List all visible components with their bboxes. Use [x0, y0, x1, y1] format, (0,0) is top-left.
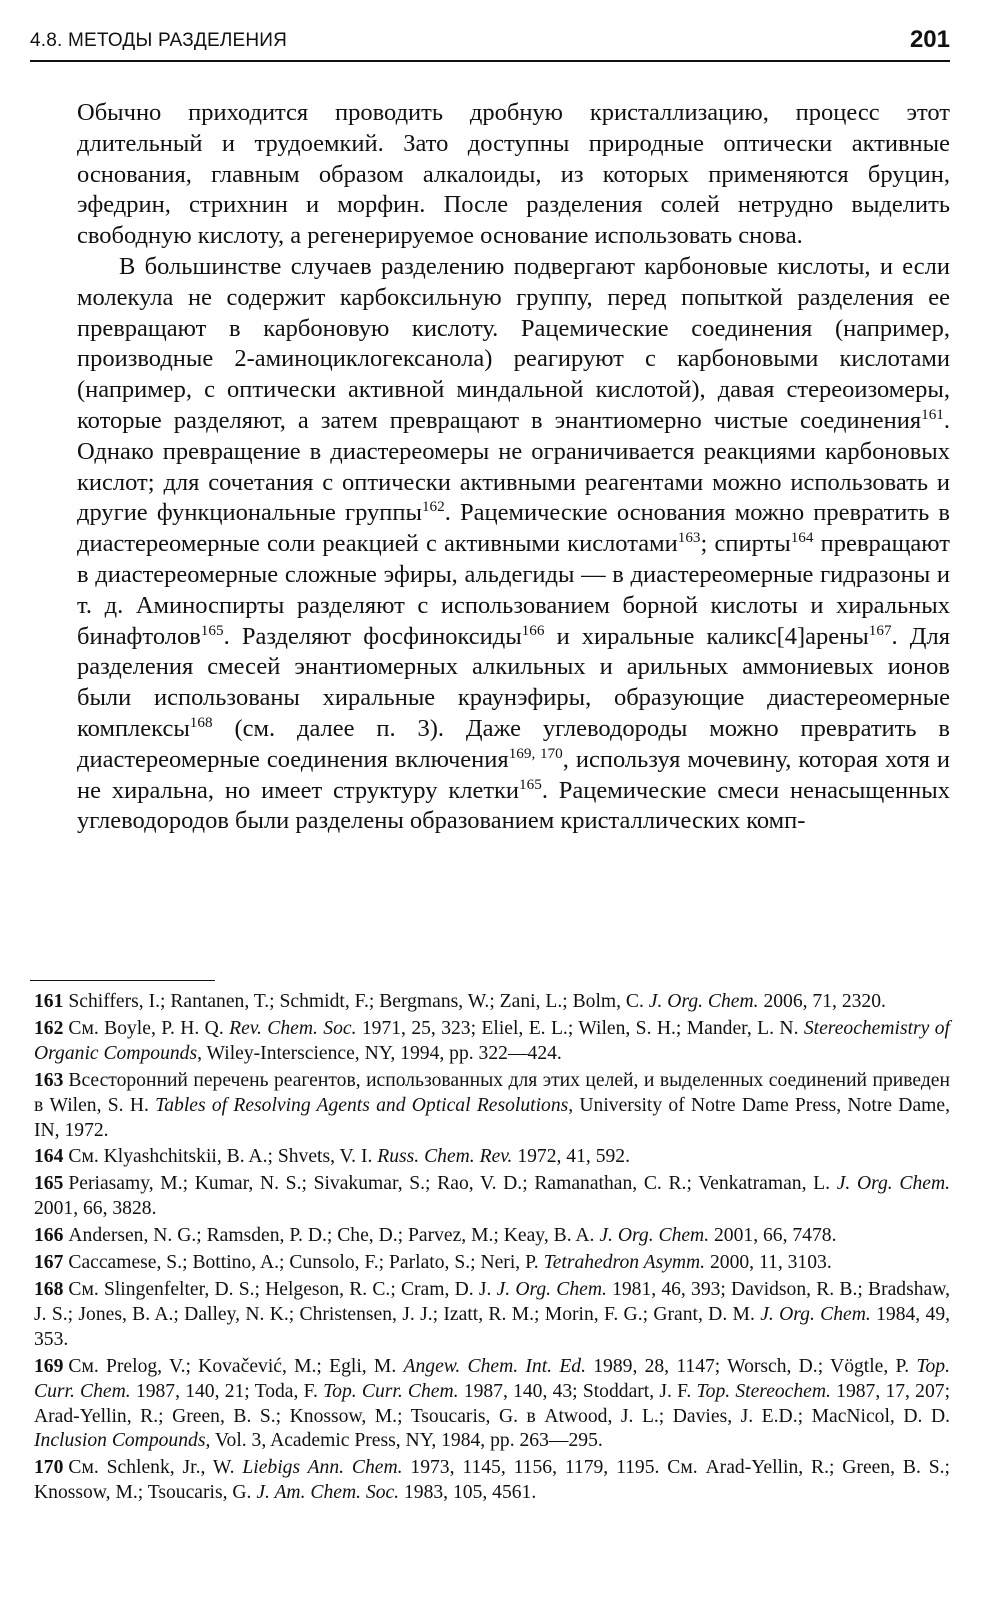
main-text [77, 98, 950, 837]
running-head: 4.8. МЕТОДЫ РАЗДЕЛЕНИЯ [30, 30, 288, 51]
citation-text: , University of Notre Dame Press, Notre Dame, IN, 1972. [34, 1094, 950, 1141]
footnote-reference: 168 [189, 713, 213, 731]
citation-text: , Wiley-Interscience, NY, 1994, pp. 322—424. [197, 1042, 562, 1064]
citation-text: 1972, 41, 592. [512, 1146, 630, 1168]
citation-text: См. Boyle, P. H. Q. [68, 1017, 230, 1039]
footnote [34, 1456, 950, 1506]
citation-text: 1971, 25, 323; Eliel, E. L.; Wilen, S. H.; Mander, L. N. [356, 1017, 804, 1039]
citation-title: J. Org. Chem. [648, 991, 759, 1012]
footnote-number: 164 [34, 1146, 64, 1168]
citation-title: J. Org. Chem. [760, 1303, 871, 1325]
citation-title: Russ. Chem. Rev. [377, 1146, 513, 1168]
citation-text: 1987, 17, 207; Arad-Yellin, R.; Green, B. S.; Knossow, M.; Tsoucaris, G. в Atwood, J. L.; Davies, J. E.D.; MacNicol, D. D. [34, 1380, 951, 1427]
footnote [34, 1017, 950, 1067]
footnote [34, 1224, 950, 1249]
text-run: Обычно приходится проводить дробную кристаллизацию, процесс этот длительный и трудоемкий. Зато доступны природные оптически активные основания, главным образом алкалоиды, из которых применяются бруцин, эфедрин, стрихнин и морфин. После разделения солей нетрудно выделить свободную кислоту, а регенерируемое основание использовать снова. [77, 99, 950, 250]
text-run: . Для разделения смесей энантиомерных алкильных и арильных аммониевых ионов были использованы хиральные краунэфиры, образующие диастереомерные комплексы [77, 622, 950, 742]
footnote-number: 162 [34, 1017, 64, 1039]
citation-text: 1973, 1145, 1156, 1179, 1195. См. Arad-Yellin, R.; Green, B. S.; Knossow, M.; Tsoucaris, G. [34, 1457, 950, 1504]
footnote-number: 161 [34, 991, 64, 1012]
footnote-number: 168 [34, 1278, 64, 1300]
footnote-reference: 165 [519, 775, 542, 793]
citation-title: Inclusion Compounds [34, 1430, 206, 1452]
citation-text: 1984, 49, 353. [34, 1303, 951, 1350]
citation-text: 1981, 46, 393; Davidson, R. B.; Bradshaw, J. S.; Jones, B. A.; Dalley, N. K.; Christensen, J. J.; Izatt, R. M.; Morin, F. G.; Grant, D. M. [34, 1278, 950, 1325]
text-run: превращают в диастереомерные сложные эфиры, альдегиды — в диастереомерные гидразоны и т. д. Аминоспирты разделяют с использованием борной кислоты и хиральных бинафтолов [77, 530, 950, 650]
citation-text: См. Schlenk, Jr., W. [68, 1457, 243, 1479]
citation-title: Top. Curr. Chem. [323, 1380, 459, 1402]
footnote-reference: 167 [868, 621, 892, 639]
text-run: . Рацемические основания можно превратить в диастереомерные соли реакцией с активными кислотами [77, 499, 950, 558]
text-run: и хиральные каликс[4]арены [544, 622, 869, 650]
citation-text: Andersen, N. G.; Ramsden, P. D.; Che, D.; Parvez, M.; Keay, B. A. [68, 1225, 600, 1247]
text-run: ; спирты [700, 530, 791, 558]
footnote-divider [30, 980, 215, 981]
footnote [34, 990, 950, 1015]
text-run: . Разделяют фосфиноксиды [223, 622, 522, 650]
citation-text: См. Prelog, V.; Kovačević, M.; Egli, M. [68, 1355, 404, 1377]
citation-text: Periasamy, M.; Kumar, N. S.; Sivakumar, S.; Rao, V. D.; Ramanathan, C. R.; Venkatraman, L. [68, 1173, 837, 1195]
footnote-number: 167 [34, 1252, 64, 1274]
citation-text: Schiffers, I.; Rantanen, T.; Schmidt, F.; Bergmans, W.; Zani, L.; Bolm, C. [68, 991, 649, 1012]
citation-text: 2000, 11, 3103. [705, 1252, 832, 1274]
footnote [34, 1278, 950, 1353]
text-run: (см. далее п. 3). Даже углеводороды можно превратить в диастереомерные соединения включения [77, 714, 950, 773]
citation-title: Rev. Chem. Soc. [229, 1017, 357, 1039]
citation-text: Caccamese, S.; Bottino, A.; Cunsolo, F.; Parlato, S.; Neri, P. [68, 1252, 544, 1274]
page-number: 201 [909, 26, 950, 53]
footnote [34, 1069, 950, 1144]
paragraph [77, 98, 950, 252]
footnotes [34, 990, 950, 1508]
citation-title: Tables of Resolving Agents and Optical Resolutions [155, 1094, 569, 1116]
citation-text: 1987, 140, 43; Stoddart, J. F. [458, 1380, 697, 1402]
paragraph [77, 252, 950, 837]
citation-text: Всесторонний перечень реагентов, использованных для этих целей, и выделенных соединений приведен в Wilen, S. H. [34, 1069, 950, 1116]
footnote-reference: 162 [421, 498, 445, 516]
text-run: В большинстве случаев разделению подвергают карбоновые кислоты, и если молекула не содержит карбоксильную группу, перед попыткой разделения ее превращают в карбоновую кислоту. Рацемические соединения (например, производные 2-аминоциклогексанола) реагируют с карбоновыми кислотами (например, с оптически активной миндальной кислотой), давая стереоизомеры, которые разделяют, а затем превращают в энантиомерно чистые соединения [77, 252, 950, 434]
text-run: . Однако превращение в диастереомеры не ограничивается реакциями карбоновых кислот; для сочетания с оптически активными реагентами можно использовать и другие функциональные группы [77, 406, 950, 527]
citation-title: J. Org. Chem. [836, 1173, 950, 1195]
citation-text: 1983, 105, 4561. [399, 1482, 537, 1504]
citation-title: J. Org. Chem. [496, 1278, 607, 1300]
footnote-reference: 169, 170 [508, 744, 563, 762]
citation-text: 2006, 71, 2320. [758, 991, 886, 1012]
footnote-reference: 163 [677, 529, 701, 546]
citation-title: Liebigs Ann. Chem. [242, 1457, 403, 1479]
footnote-reference: 165 [200, 621, 224, 639]
citation-text: См. Klyashchitskii, B. A.; Shvets, V. I. [68, 1146, 378, 1168]
footnote-number: 163 [34, 1069, 64, 1091]
footnote-reference: 166 [521, 621, 545, 639]
citation-text: См. Slingenfelter, D. S.; Helgeson, R. C.; Cram, D. J. [68, 1278, 497, 1300]
citation-title: Tetrahedron Asymm. [543, 1252, 706, 1274]
citation-text: 1987, 140, 21; Toda, F. [130, 1380, 324, 1402]
text-run: . Рацемические смеси ненасыщенных углеводородов были разделены образованием кристаллических комп- [77, 776, 950, 835]
citation-text: , Vol. 3, Academic Press, NY, 1984, pp. 263—295. [205, 1430, 603, 1452]
footnote-number: 165 [34, 1173, 64, 1195]
citation-text: 2001, 66, 7478. [709, 1225, 837, 1247]
citation-title: J. Org. Chem. [599, 1225, 710, 1247]
citation-title: J. Am. Chem. Soc. [256, 1482, 400, 1504]
citation-text: 1989, 28, 1147; Worsch, D.; Vögtle, P. [586, 1355, 917, 1377]
citation-title: Top. Curr. Chem. [34, 1355, 950, 1402]
footnote-reference: 164 [790, 529, 814, 546]
footnote [34, 1172, 950, 1222]
footnote-number: 166 [34, 1225, 64, 1247]
footnote [34, 1355, 950, 1455]
citation-title: Angew. Chem. Int. Ed. [403, 1355, 586, 1377]
footnote-number: 169 [34, 1355, 64, 1377]
footnote-reference: 161 [921, 405, 944, 423]
footnote [34, 1145, 950, 1170]
citation-title: Stereochemistry of Organic Compounds [34, 1017, 950, 1064]
page-header [30, 26, 950, 62]
text-run: , используя мочевину, которая хотя и не хиральна, но имеет структуру клетки [77, 745, 950, 804]
citation-text: 2001, 66, 3828. [34, 1198, 157, 1220]
citation-title: Top. Stereochem. [696, 1380, 831, 1402]
footnote-number: 170 [34, 1457, 64, 1479]
footnote [34, 1251, 950, 1276]
